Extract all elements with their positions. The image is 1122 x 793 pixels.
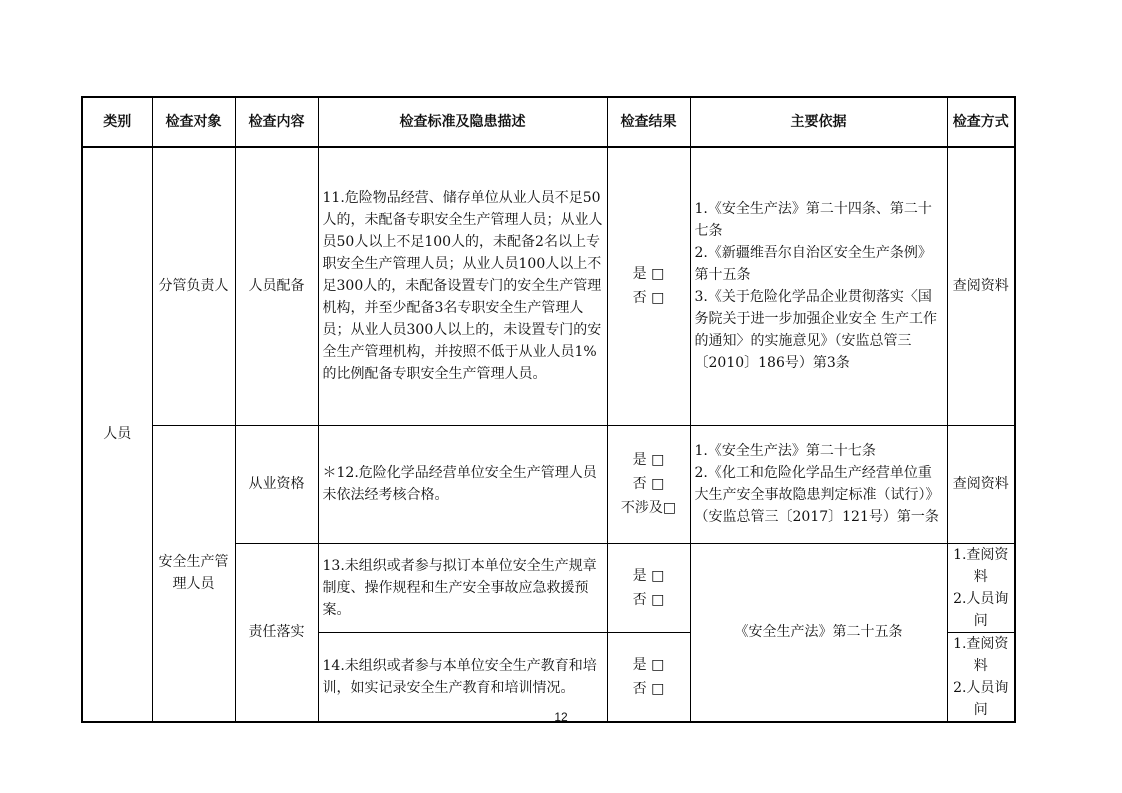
inspection-table xyxy=(81,96,1016,723)
method-text: 查阅资料 xyxy=(952,476,1009,492)
result-yes-checkbox[interactable]: 是 □ xyxy=(632,452,665,468)
basis-cell xyxy=(690,147,947,425)
table-row xyxy=(82,147,1015,425)
basis-item: 2.《化工和危险化学品生产经营单位重大生产安全事故隐患判定标准（试行）》（安监总管三〔2017〕121号）第一条 xyxy=(694,465,940,525)
result-yes-checkbox[interactable]: 是 □ xyxy=(632,656,665,673)
basis-item: 2.《新疆维吾尔自治区安全生产条例》第十五条 xyxy=(694,245,932,284)
standard-text: 11.危险物品经营、储存单位从业人员不足50人的，未配备专职安全生产管理人员；从业人员50人以上不足100人的，未配备2名以上专职安全生产管理人员；从业人员100人以上不足300人的，未配备设置专门的安全生产管理机构，并至少配备3名专职安全生产管理人员；从业人员300人以上的，未设置专门的安全生产管理机构，并按照不低于从业人员1%的比例配备专职安全生产管理人员。 xyxy=(322,190,603,383)
standard-cell xyxy=(318,147,607,425)
header-basis: 主要依据 xyxy=(690,97,947,147)
object-cell: 分管负责人 xyxy=(152,147,235,425)
standard-cell xyxy=(318,632,607,722)
result-yes-checkbox[interactable]: 是 □ xyxy=(632,266,665,283)
content-cell: 人员配备 xyxy=(235,147,318,425)
result-cell xyxy=(607,543,690,632)
category-cell: 人员 xyxy=(82,147,152,722)
table-header-row xyxy=(82,97,1015,147)
basis-cell xyxy=(690,543,947,722)
result-cell xyxy=(607,147,690,425)
method-text: 1.查阅资料 xyxy=(953,635,1009,674)
content-cell: 从业资格 xyxy=(235,425,318,543)
method-cell xyxy=(947,147,1015,425)
result-cell xyxy=(607,425,690,543)
result-na-checkbox[interactable]: 不涉及□ xyxy=(620,500,677,516)
result-cell xyxy=(607,632,690,722)
object-cell: 安全生产管理人员 xyxy=(152,425,235,722)
table-row xyxy=(82,425,1015,543)
result-no-checkbox[interactable]: 否 □ xyxy=(632,680,665,697)
standard-text: 14.未组织或者参与本单位安全生产教育和培训，如实记录安全生产教育和培训情况。 xyxy=(322,657,597,696)
method-cell xyxy=(947,425,1015,543)
result-yes-checkbox[interactable]: 是 □ xyxy=(632,567,665,584)
method-text: 2.人员询问 xyxy=(953,590,1009,629)
header-content: 检查内容 xyxy=(235,97,318,147)
basis-item: 1.《安全生产法》第二十七条 xyxy=(694,443,876,459)
method-cell xyxy=(947,543,1015,632)
standard-cell xyxy=(318,425,607,543)
standard-text: 13.未组织或者参与拟订本单位安全生产规章制度、操作规程和生产安全事故应急救援预案。 xyxy=(322,557,597,618)
result-no-checkbox[interactable]: 否 □ xyxy=(632,476,665,492)
page-number: 12 xyxy=(554,710,568,724)
basis-item: 3.《关于危险化学品企业贯彻落实〈国务院关于进一步加强企业安全 生产工作的通知〉的实施意见》（安监总管三〔2010〕186号）第3条 xyxy=(694,289,937,372)
header-standard: 检查标准及隐患描述 xyxy=(318,97,607,147)
header-object: 检查对象 xyxy=(152,97,235,147)
header-result: 检查结果 xyxy=(607,97,690,147)
method-text: 2.人员询问 xyxy=(953,679,1009,718)
header-category: 类别 xyxy=(82,97,152,147)
basis-item: 1.《安全生产法》第二十四条、第二十七条 xyxy=(694,201,932,240)
header-method: 检查方式 xyxy=(947,97,1015,147)
result-no-checkbox[interactable]: 否 □ xyxy=(632,290,665,307)
result-no-checkbox[interactable]: 否 □ xyxy=(632,591,665,608)
content-cell: 责任落实 xyxy=(235,543,318,722)
method-cell xyxy=(947,632,1015,722)
method-text: 查阅资料 xyxy=(952,278,1009,295)
method-text: 1.查阅资料 xyxy=(953,546,1009,585)
basis-cell xyxy=(690,425,947,543)
standard-cell xyxy=(318,543,607,632)
standard-text: ＊12.危险化学品经营单位安全生产管理人员未依法经考核合格。 xyxy=(322,465,597,503)
basis-item: 《安全生产法》第二十五条 xyxy=(734,624,903,640)
